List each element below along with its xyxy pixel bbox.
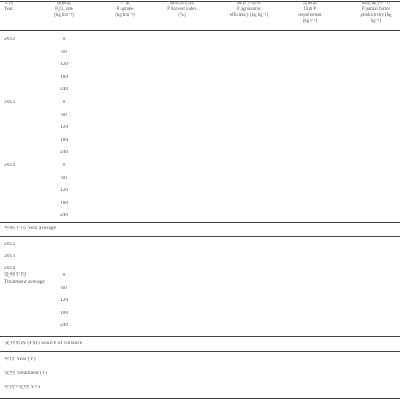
- table-row: [0, 74, 400, 83]
- header-p-uptake: 产量 P uptake (kg hm⁻²): [115, 1, 135, 18]
- header-year: 年份 Year: [4, 1, 14, 12]
- table-row: [0, 137, 400, 146]
- cell-year: 2013: [4, 100, 15, 105]
- table-row: [0, 297, 400, 306]
- table-row: [0, 272, 400, 281]
- table-row: [0, 49, 400, 58]
- table-row: [0, 162, 400, 171]
- cell-p-rate: 240: [59, 87, 69, 93]
- cell-p-rate: 180: [59, 74, 69, 80]
- table-row: [0, 370, 400, 379]
- cell-p-rate: 240: [59, 213, 69, 219]
- cell-p-rate: 0: [62, 273, 66, 278]
- table-row: [0, 187, 400, 196]
- cell-p-rate: 120: [59, 188, 69, 194]
- table-row: [0, 384, 400, 393]
- table-row: [0, 124, 400, 133]
- header-p-agronomic-efficiency: 磷农学效率 P agronomic efficiency (kg kg⁻¹): [229, 1, 269, 18]
- table-row: [0, 253, 400, 262]
- treatment-bottom-rule: [0, 336, 400, 337]
- cell-p-rate: 180: [59, 137, 69, 143]
- table-row: [0, 86, 400, 95]
- cell-p-rate: 180: [59, 310, 69, 316]
- cell-p-rate: 60: [61, 285, 67, 291]
- cell-p-rate: 120: [59, 125, 69, 131]
- cell-p-rate: 0: [62, 100, 66, 105]
- table-row: [0, 61, 400, 70]
- year-average-rule: [0, 236, 400, 237]
- cell-variance-source: 处理 Treatment (T): [4, 371, 48, 376]
- cell-p-rate: 0: [62, 163, 66, 168]
- table-row: [0, 310, 400, 319]
- years-block-bottom-rule: [0, 222, 400, 223]
- table-row: [0, 99, 400, 108]
- table-row: [0, 112, 400, 121]
- table-row: [0, 241, 400, 250]
- section-year-average: 年际平均 Year average: [4, 226, 56, 231]
- cell-year: 2014: [4, 163, 15, 168]
- variance-rule: [0, 351, 400, 352]
- cell-p-rate: 120: [59, 62, 69, 68]
- cell-p-rate: 120: [59, 298, 69, 304]
- treatment-average-label: 处理平均 Treatment average: [4, 272, 45, 285]
- cell-p-rate: 60: [61, 112, 67, 118]
- table-row: [0, 175, 400, 184]
- cell-p-rate: 240: [59, 323, 69, 329]
- table-row: [0, 200, 400, 209]
- header-p-harvest-index: 磷收获指数 P harvest index (%): [167, 1, 197, 18]
- table-row: [0, 322, 400, 331]
- table-row: [0, 212, 400, 221]
- cell-year: 2012: [4, 242, 15, 247]
- bottom-rule: [0, 398, 400, 399]
- cell-p-rate: 180: [59, 200, 69, 206]
- header-rule: [0, 30, 400, 31]
- table-row: [0, 356, 400, 365]
- table-row: [0, 149, 400, 158]
- cell-p-rate: 0: [62, 37, 66, 42]
- cell-p-rate: 60: [61, 175, 67, 181]
- cell-p-rate: 60: [61, 49, 67, 55]
- cell-variance-source: 年份×处理 Y×T: [4, 385, 41, 390]
- table-row: [0, 36, 400, 45]
- cell-variance-source: 年份 Year (Y): [4, 357, 36, 362]
- section-source-of-variance: 变异来源 (F值) Source of variance: [4, 341, 83, 346]
- table-row: [0, 285, 400, 294]
- cell-year: 2012: [4, 37, 15, 42]
- header-p-rate: 施磷量 P₂O₅ rate (kg hm⁻²): [54, 1, 74, 18]
- header-p-partial-factor-productivity: 磷肥偏生产力 P partial factor productivity (kg kg⁻¹): [360, 1, 392, 24]
- cell-year: 2013: [4, 254, 15, 259]
- cell-year: 2014: [4, 266, 15, 271]
- header-unit-p-requirement: 需磷量 Unit P requirement (kg t⁻¹): [298, 1, 322, 24]
- cell-p-rate: 240: [59, 150, 69, 156]
